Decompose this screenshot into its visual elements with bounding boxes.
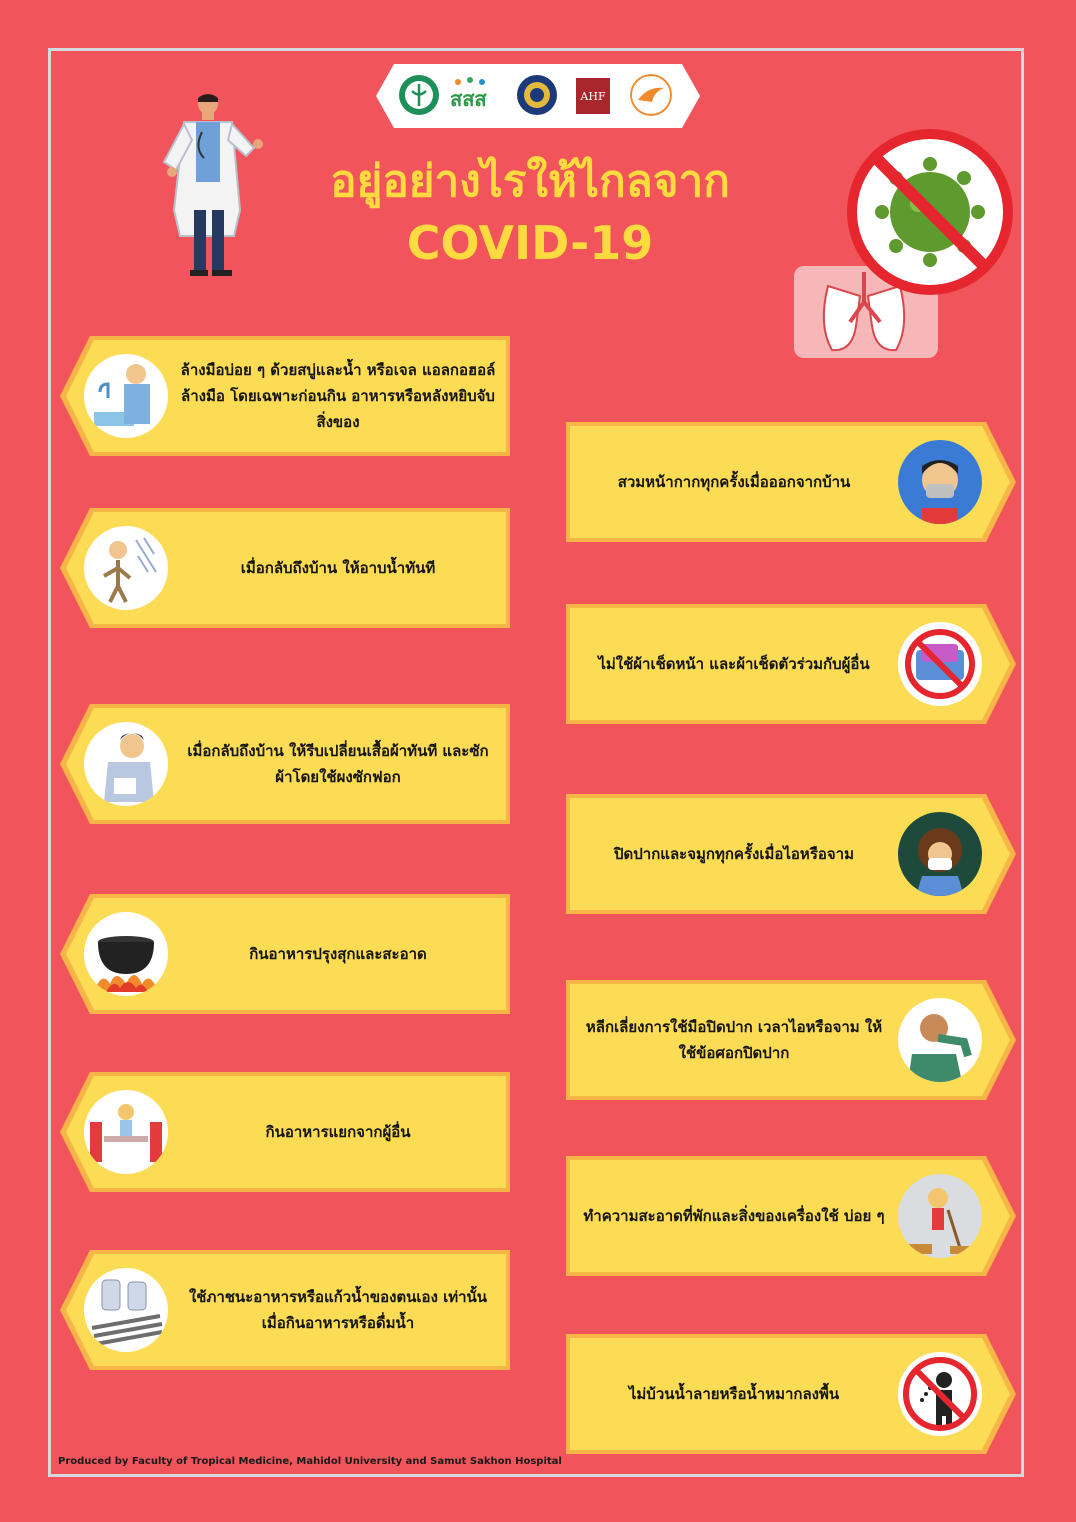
thaihealth-text: สสส <box>450 87 487 111</box>
utensils-icon <box>84 1268 168 1352</box>
no-shared-towel-icon <box>898 622 982 706</box>
elbow-cough-icon <box>898 998 982 1082</box>
logo-banner <box>376 64 700 128</box>
moph-logo <box>398 74 440 116</box>
tip-handwash <box>60 336 510 456</box>
tip-cover <box>566 794 1016 914</box>
tip-eat-separately-text: กินอาหารแยกจากผู้อื่น <box>265 1123 411 1141</box>
tip-handwash-text: ล้างมือบ่อย ๆ ด้วยสบู่และน้ำ หรือเจล แอลกอฮอล์ล้างมือ โดยเฉพาะก่อนกิน อาหารหรือหลังหยิบจับสิ่งของ <box>180 361 496 431</box>
tip-clean <box>566 1156 1016 1276</box>
sneeze-icon <box>898 812 982 896</box>
title-line-1: อยู่อย่างไรให้ไกลจาก <box>330 156 730 207</box>
ahf-text: AHF <box>580 90 606 103</box>
cooking-pot-icon <box>84 912 168 996</box>
thaihealth-logo <box>448 74 508 116</box>
hand-washing-icon <box>84 354 168 438</box>
tip-towel-text: ไม่ใช้ผ้าเช็ดหน้า และผ้าเช็ดตัวร่วมกับผู้อื่น <box>598 655 870 673</box>
doctor-illustration <box>150 92 280 286</box>
tip-cooked-food-text: กินอาหารปรุงสุกและสะอาด <box>249 945 427 963</box>
tip-shower-text: เมื่อกลับถึงบ้าน ให้อาบน้ำทันที <box>240 559 436 577</box>
tip-cover-text: ปิดปากและจมูกทุกครั้งเมื่อไอหรือจาม <box>614 845 854 863</box>
eating-alone-icon <box>84 1090 168 1174</box>
tip-eat-separately <box>60 1072 510 1192</box>
footer-credit: Produced by Faculty of Tropical Medicine, Mahidol University and Samut Sakhon Hospital <box>58 1456 562 1467</box>
tip-spit <box>566 1334 1016 1454</box>
tip-mask-text: สวมหน้ากากทุกครั้งเมื่อออกจากบ้าน <box>617 473 851 491</box>
no-virus-illustration <box>788 126 1018 370</box>
cleaning-icon <box>898 1174 982 1258</box>
face-mask-icon <box>898 440 982 524</box>
no-spitting-icon <box>898 1352 982 1436</box>
tip-cooked-food <box>60 894 510 1014</box>
tip-elbow-text: หลีกเลี่ยงการใช้มือปิดปาก เวลาไอหรือจาม ให้ใช้ข้อศอกปิดปาก <box>585 1018 883 1062</box>
shower-icon <box>84 526 168 610</box>
tip-laundry <box>60 704 510 824</box>
tip-own-utensils-text: ใช้ภาชนะอาหารหรือแก้วน้ำของตนเอง เท่านั้น เมื่อกินอาหารหรือดื่มน้ำ <box>188 1288 488 1332</box>
bird-logo <box>630 74 672 116</box>
mahidol-seal <box>516 74 558 116</box>
title-line-2: COVID-19 <box>406 216 654 270</box>
tip-own-utensils <box>60 1250 510 1370</box>
tip-elbow <box>566 980 1016 1100</box>
change-clothes-icon <box>84 722 168 806</box>
tip-shower <box>60 508 510 628</box>
tip-mask <box>566 422 1016 542</box>
ahf-logo <box>576 78 610 114</box>
tip-laundry-text: เมื่อกลับถึงบ้าน ให้รีบเปลี่ยนเสื้อผ้าทันที และซักผ้าโดยใช้ผงซักฟอก <box>187 742 489 786</box>
tip-clean-text: ทำความสะอาดที่พักและสิ่งของเครื่องใช้ บ่อย ๆ <box>583 1207 885 1225</box>
tip-spit-text: ไม่บ้วนน้ำลายหรือน้ำหมากลงพื้น <box>628 1385 840 1403</box>
tip-towel <box>566 604 1016 724</box>
